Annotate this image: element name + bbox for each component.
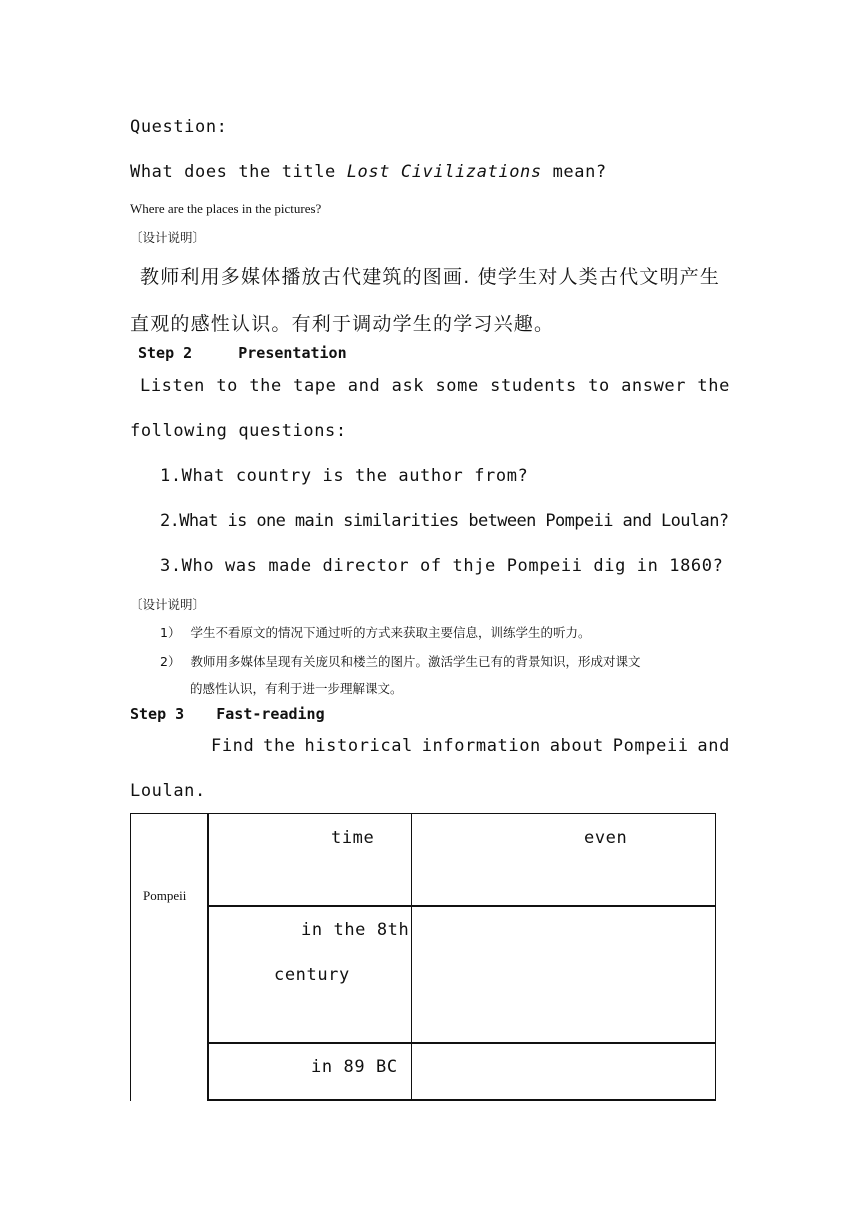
step-2-title: Presentation bbox=[238, 344, 347, 362]
item-number: 1） bbox=[160, 625, 181, 640]
step-3-heading bbox=[130, 705, 325, 723]
word: information bbox=[421, 736, 541, 756]
step-2-label: Step 2 bbox=[138, 344, 193, 362]
table-cell-time: in the 8th bbox=[301, 920, 410, 940]
table-border-left bbox=[130, 813, 131, 1101]
step-2-heading bbox=[138, 344, 347, 362]
word: students bbox=[490, 376, 577, 396]
table-cell-time: in 89 BC bbox=[311, 1057, 398, 1077]
design-note-label: 〔设计说明〕 bbox=[130, 230, 206, 245]
word: the bbox=[697, 376, 730, 396]
list-item-question-3: 3.Who was made director of thje Pompeii dig in 1860? bbox=[160, 556, 724, 576]
list-item-question-1: 1.What country is the author from? bbox=[160, 466, 529, 486]
table-row-divider bbox=[207, 905, 716, 907]
word: tape bbox=[293, 376, 337, 396]
word: and bbox=[697, 736, 730, 756]
design-note-text-line-1: 教师利用多媒体播放古代建筑的图画. 使学生对人类古代文明产生 bbox=[140, 266, 721, 288]
step-2-intro-line-1 bbox=[140, 376, 730, 396]
word: answer bbox=[621, 376, 687, 396]
item-text: 教师用多媒体呈现有关庞贝和楼兰的图片。激活学生已有的背景知识，形成对课文 bbox=[190, 654, 641, 669]
word: to bbox=[216, 376, 238, 396]
word: ask bbox=[391, 376, 425, 396]
design-note-text-line-2: 直观的感性认识。有利于调动学生的学习兴趣。 bbox=[130, 313, 555, 335]
question-1 bbox=[130, 162, 607, 182]
question-1-suffix: mean? bbox=[541, 162, 607, 182]
list-item-question-2: 2.What is one main similarities between Pompeii and Loulan? bbox=[160, 511, 729, 531]
word: the bbox=[249, 376, 282, 396]
design-note-2-item-2-continued: 的感性认识，有利于进一步理解课文。 bbox=[190, 681, 403, 696]
question-1-prefix: What does the title bbox=[130, 162, 347, 182]
question-heading: Question: bbox=[130, 117, 228, 137]
word: Pompeii bbox=[612, 736, 689, 756]
word: the bbox=[263, 736, 296, 756]
word: about bbox=[549, 736, 604, 756]
table-divider-header-column bbox=[207, 813, 209, 1101]
question-1-title: Lost Civilizations bbox=[346, 162, 542, 182]
item-text: 学生不看原文的情况下通过听的方式来获取主要信息，训练学生的听力。 bbox=[190, 625, 591, 640]
table-header-event: even bbox=[584, 828, 628, 848]
step-3-title: Fast-reading bbox=[216, 705, 325, 723]
step-3-intro-line-2: Loulan. bbox=[130, 781, 206, 801]
question-2: Where are the places in the pictures? bbox=[130, 201, 322, 216]
design-note-2-label: 〔设计说明〕 bbox=[130, 597, 206, 612]
table-row-divider bbox=[207, 1042, 716, 1044]
step-2-intro-line-2: following questions: bbox=[130, 421, 347, 441]
item-number: 2） bbox=[160, 654, 181, 669]
table-border-top bbox=[130, 813, 716, 814]
word: and bbox=[347, 376, 381, 396]
table-row-header: Pompeii bbox=[143, 888, 187, 903]
word: Find bbox=[211, 736, 255, 756]
table-divider-time-column bbox=[411, 813, 412, 1101]
step-3-intro-line-1 bbox=[211, 736, 730, 756]
word: to bbox=[588, 376, 610, 396]
table-header-time: time bbox=[331, 828, 375, 848]
word: historical bbox=[304, 736, 413, 756]
step-3-label: Step 3 bbox=[130, 705, 185, 723]
table-cell-time-continued: century bbox=[274, 965, 350, 985]
design-note-2-item-2 bbox=[160, 652, 640, 670]
design-note-2-item-1 bbox=[160, 623, 590, 641]
word: Listen bbox=[140, 376, 206, 396]
word: some bbox=[435, 376, 479, 396]
table-border-bottom bbox=[207, 1099, 716, 1101]
table-border-right bbox=[715, 813, 716, 1101]
